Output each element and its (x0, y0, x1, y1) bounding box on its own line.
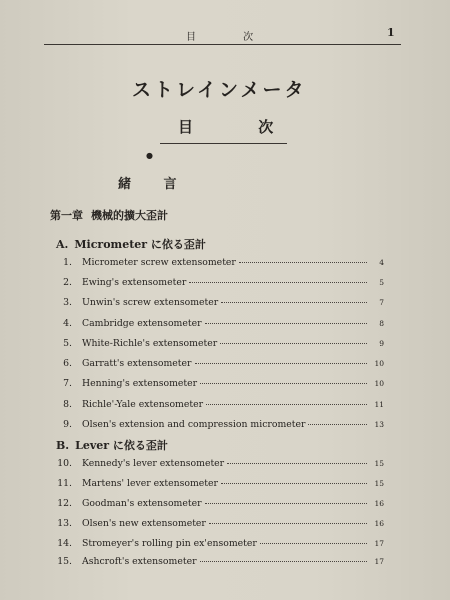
entry-title: Martens' lever extensometer (82, 478, 218, 489)
entry-number: 11. (57, 478, 72, 489)
entry-title: Cambridge extensometer (82, 318, 202, 329)
entry-page: 4 (379, 258, 384, 267)
dot-leader (227, 463, 367, 464)
entry-title: Garratt's extensometer (82, 358, 192, 369)
section-title: Lever に依る歪計 (75, 439, 168, 452)
toc-entry[interactable] (52, 378, 384, 394)
toc-entry[interactable] (52, 498, 384, 514)
running-header-title: 目 次 (186, 32, 276, 43)
dot-leader (209, 523, 367, 524)
toc-entry[interactable] (52, 556, 384, 572)
entry-title: White-Richle's extensometer (82, 338, 218, 349)
entry-title: Micrometer screw extensometer (82, 257, 236, 268)
toc-entry[interactable] (52, 478, 384, 494)
entry-number: 13. (57, 518, 72, 529)
entry-page: 5 (379, 278, 384, 287)
entry-page: 8 (379, 319, 384, 328)
page-number: 1 (387, 26, 395, 39)
toc-entry[interactable] (52, 419, 384, 435)
section-label: B. (56, 439, 70, 452)
entry-number: 5. (63, 338, 72, 349)
entry-page: 9 (379, 339, 384, 348)
dot-leader (205, 323, 367, 324)
dot-leader (221, 302, 367, 303)
dot-leader (206, 404, 367, 405)
dot-leader (220, 343, 367, 344)
toc-entry[interactable] (52, 358, 384, 374)
entry-number: 3. (63, 297, 72, 308)
title-underline (160, 143, 287, 144)
entry-title: Ewing's extensometer (82, 277, 187, 288)
chapter-heading (50, 207, 168, 223)
chapter-title: 機械的擴大歪計 (91, 209, 168, 222)
entry-page: 15 (374, 459, 384, 468)
entry-title: Olsen's new extensometer (82, 518, 206, 529)
section-heading-a (56, 236, 206, 252)
entry-title: Henning's extensometer (82, 378, 198, 389)
entry-number: 12. (57, 498, 72, 509)
entry-page: 17 (374, 539, 384, 548)
entry-number: 8. (63, 399, 72, 410)
entry-page: 11 (374, 400, 384, 409)
ornament-dot: ● (146, 151, 153, 160)
toc-entry[interactable] (52, 318, 384, 334)
dot-leader (189, 282, 367, 283)
dot-leader (221, 483, 367, 484)
toc-entry[interactable] (52, 277, 384, 293)
entry-number: 14. (57, 538, 72, 549)
toc-preface: 緒 言 (118, 177, 191, 192)
entry-number: 9. (63, 419, 72, 430)
entry-title: Olsen's extension and compression micrometer (82, 419, 306, 430)
section-title: Micrometer に依る歪計 (74, 238, 206, 251)
dot-leader (260, 543, 367, 544)
entry-page: 10 (374, 359, 384, 368)
entry-number: 10. (57, 458, 72, 469)
entry-page: 16 (374, 519, 384, 528)
dot-leader (205, 503, 367, 504)
entry-number: 2. (63, 277, 72, 288)
entry-page: 10 (374, 379, 384, 388)
entry-number: 1. (63, 257, 72, 268)
entry-number: 6. (63, 358, 72, 369)
toc-entry[interactable] (52, 458, 384, 474)
dot-leader (239, 262, 367, 263)
dot-leader (200, 383, 367, 384)
chapter-label: 第一章 (50, 209, 83, 222)
entry-page: 7 (379, 298, 384, 307)
toc-entry[interactable] (52, 399, 384, 415)
toc-entry[interactable] (52, 518, 384, 534)
entry-number: 15. (57, 556, 72, 567)
entry-title: Ashcroft's extensometer (82, 556, 197, 567)
book-title: ストレインメータ (132, 79, 307, 101)
entry-page: 17 (374, 557, 384, 566)
dot-leader (200, 561, 367, 562)
entry-title: Unwin's screw extensometer (82, 297, 219, 308)
entry-number: 4. (63, 318, 72, 329)
header-rule (44, 44, 401, 45)
section-label: A. (56, 238, 69, 251)
entry-title: Goodman's extensometer (82, 498, 202, 509)
dot-leader (195, 363, 368, 364)
toc-entry[interactable] (52, 257, 384, 273)
toc-entry[interactable] (52, 297, 384, 313)
entry-page: 16 (374, 499, 384, 508)
entry-title: Richle'-Yale extensometer (82, 399, 204, 410)
entry-number: 7. (63, 378, 72, 389)
toc-title: 目 次 (178, 118, 304, 136)
entry-title: Stromeyer's rolling pin ex'ensometer (82, 538, 257, 549)
entry-title: Kennedy's lever extensometer (82, 458, 225, 469)
toc-entry[interactable] (52, 338, 384, 354)
entry-page: 15 (374, 479, 384, 488)
entry-page: 13 (374, 420, 384, 429)
toc-entry[interactable] (52, 538, 384, 554)
section-heading-b (56, 437, 168, 453)
dot-leader (308, 424, 367, 425)
